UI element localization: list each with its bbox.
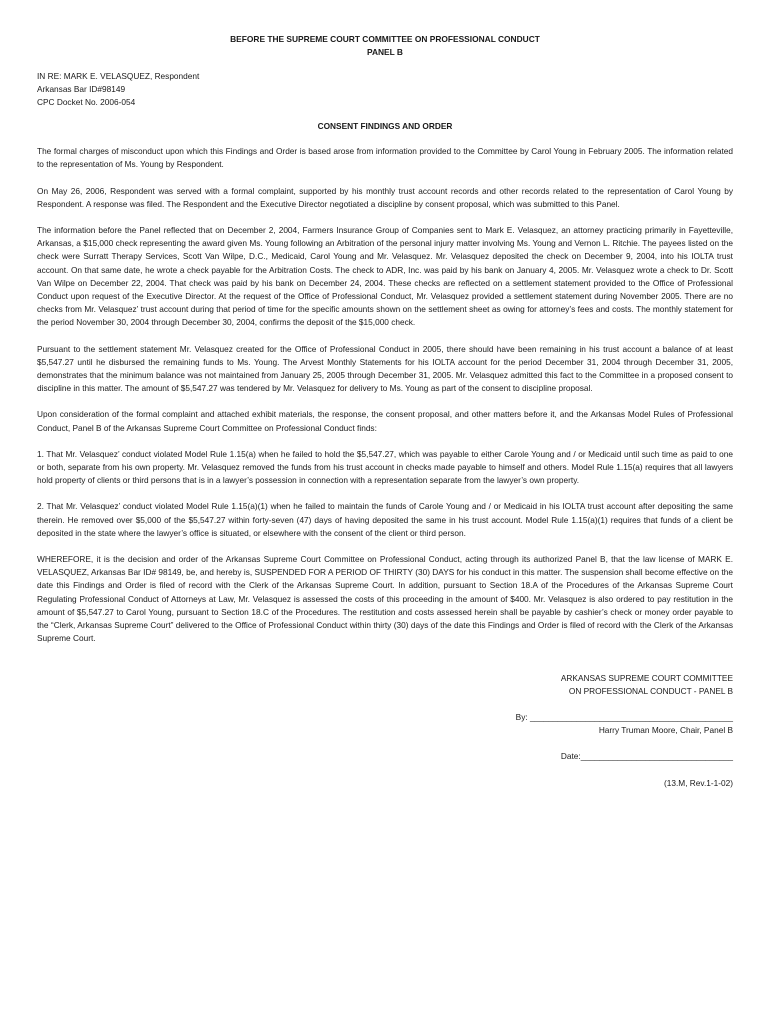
paragraph-4: Pursuant to the settlement statement Mr. Velasquez created for the Office of Professional Conduct in 2005, there should have been remaining in his trust account a balance of at least $5,547.27 until he disbursed the remaining funds to Ms. Young. The Arvest Monthly Statements for his IOLTA account for the period December 31, 2004 through December 31, 2005, demonstrates that the minimum balance was not maintained from January 25, 2005 through December 31, 2005. Mr. Velasquez admitted this fact to the Committee in a proposed consent to discipline in this matter. The amount of $5,547.27 was tendered by Mr. Velasquez for delivery to Ms. Young as part of the consent to discipline proposal.	[37, 343, 733, 394]
caption-bar-id: Arkansas Bar ID#98149	[37, 84, 126, 94]
paragraph-3: The information before the Panel reflected that on December 2, 2004, Farmers Insurance Group of Companies sent to Mark E. Velasquez, an attorney practicing primarily in Fayetteville, Arkansas, a $15,000 check representing the award given Ms. Young following an Arbitration of the personal injury matter involving Ms. Young and Vernon L. Ritchie. The payees listed on the check were Surratt Therapy Services, Scott Van Wilpe, D.C., Medicaid, Carol Young and Mr. Velasquez. Mr. Velasquez deposited the check on December 9, 2004, into his IOLTA trust account. On that same date, he wrote a check payable for the Arbitration Costs. The check to ADR, Inc. was paid by his bank on January 4, 2005. Mr. Velasquez wrote a check to Dr. Scott Van Wilpe on December 22, 2004. That check was paid by his bank on December 24, 2004. These checks are reflected on a settlement statement provided to the Office of Professional Conduct upon request of the Executive Director. At the request of the Office of Professional Conduct, Mr. Velasquez provided a settlement statement during November 2005. There are no checks from Mr. Velasquez’ trust account during that period of time for the specific amounts shown on the settlement sheet as owing for attorney’s fees and costs. The monthly statement for the period November 30, 2004 through December 30, 2004, confirms the deposit of the $15,000 check.	[37, 225, 733, 328]
header-line-2: PANEL B	[367, 47, 403, 57]
finding-1: 1. That Mr. Velasquez’ conduct violated Model Rule 1.15(a) when he failed to hold the $5,547.27, which was payable to either Carole Young and / or Medicaid until such time as paid to one or both, separate from his own property. Mr. Velasquez removed the funds from his trust account in checks made payable to himself and others. Model Rule 1.15(a) requires that all lawyers hold property of clients or third persons that is in a lawyer’s possession in connection with a representation separate from the lawyer’s own property.	[37, 448, 733, 486]
document-title: CONSENT FINDINGS AND ORDER	[317, 121, 453, 131]
document-page	[37, 33, 733, 790]
order-paragraph: WHEREFORE, it is the decision and order of the Arkansas Supreme Court Committee on Professional Conduct, acting through its authorized Panel B, that the law license of MARK E. VELASQUEZ, Arkansas Bar ID# 98149, be, and hereby is, SUSPENDED FOR A PERIOD OF THIRTY (30) DAYS for his conduct in this matter. The suspension shall become effective on the date this Findings and Order is filed of record with the Clerk of the Arkansas Supreme Court. In addition, pursuant to Section 18.A of the Procedures of the Arkansas Supreme Court Regulating Professional Conduct of Attorneys at Law, Mr. Velasquez is assessed the costs of this proceeding in the amount of $400. Mr. Velasquez is also ordered to pay restitution in the amount of $5,547.27 to Carol Young, pursuant to Section 18.C of the Procedures. The restitution and costs assessed herein shall be payable by cashier’s check or money order payable to the “Clerk, Arkansas Supreme Court” delivered to the Office of Professional Conduct within thirty (30) days of the date this Findings and Order is filed of record with the Clerk of the Arkansas Supreme Court.	[37, 554, 733, 644]
case-caption	[37, 70, 733, 109]
paragraph-2: On May 26, 2006, Respondent was served with a formal complaint, supported by his monthly trust account records and other records related to the representation of Carol Young by Respondent. A response was filed. The Respondent and the Executive Director negotiated a discipline by consent proposal, which was submitted to this Panel.	[37, 185, 733, 209]
committee-line-1: ARKANSAS SUPREME COURT COMMITTEE	[560, 672, 733, 683]
paragraph-5: Upon consideration of the formal complaint and attached exhibit materials, the response, the consent proposal, and other matters before it, and the Arkansas Model Rules of Professional Conduct, Panel B of the Arkansas Supreme Court Committee on Professional Conduct finds:	[37, 409, 733, 433]
paragraph-1: The formal charges of misconduct upon which this Findings and Order is based arose from information provided to the Committee by Carol Young in February 2005. The information related to the representation of Ms. Young by Respondent.	[37, 146, 733, 170]
header-line-1: BEFORE THE SUPREME COURT COMMITTEE ON PROFESSIONAL CONDUCT	[230, 34, 540, 44]
signature-block	[37, 672, 733, 763]
signature-date-line: Date:_________________________________	[560, 750, 733, 761]
finding-2: 2. That Mr. Velasquez’ conduct violated Model Rule 1.15(a)(1) when he failed to maintain the funds of Carole Young and / or Medicaid in his IOLTA trust account after depositing the same therein. He removed over $5,000 of the $5,547.27 within forty-seven (47) days of having deposited the same in his trust account. Model Rule 1.15(a)(1) requires that funds of a client be deposited in the state where the lawyer’s office is situated, or elsewhere with the consent of the client or third person.	[37, 501, 733, 538]
committee-line-2: ON PROFESSIONAL CONDUCT - PANEL B	[568, 685, 733, 696]
revision-note: (13.M, Rev.1-1-02)	[663, 777, 733, 788]
court-header	[37, 33, 733, 59]
caption-in-re: IN RE: MARK E. VELASQUEZ, Respondent	[37, 71, 200, 81]
caption-docket: CPC Docket No. 2006-054	[37, 97, 136, 107]
signature-by-line: By: ____________________________________________	[515, 711, 733, 722]
signer-name: Harry Truman Moore, Chair, Panel B	[598, 724, 733, 735]
